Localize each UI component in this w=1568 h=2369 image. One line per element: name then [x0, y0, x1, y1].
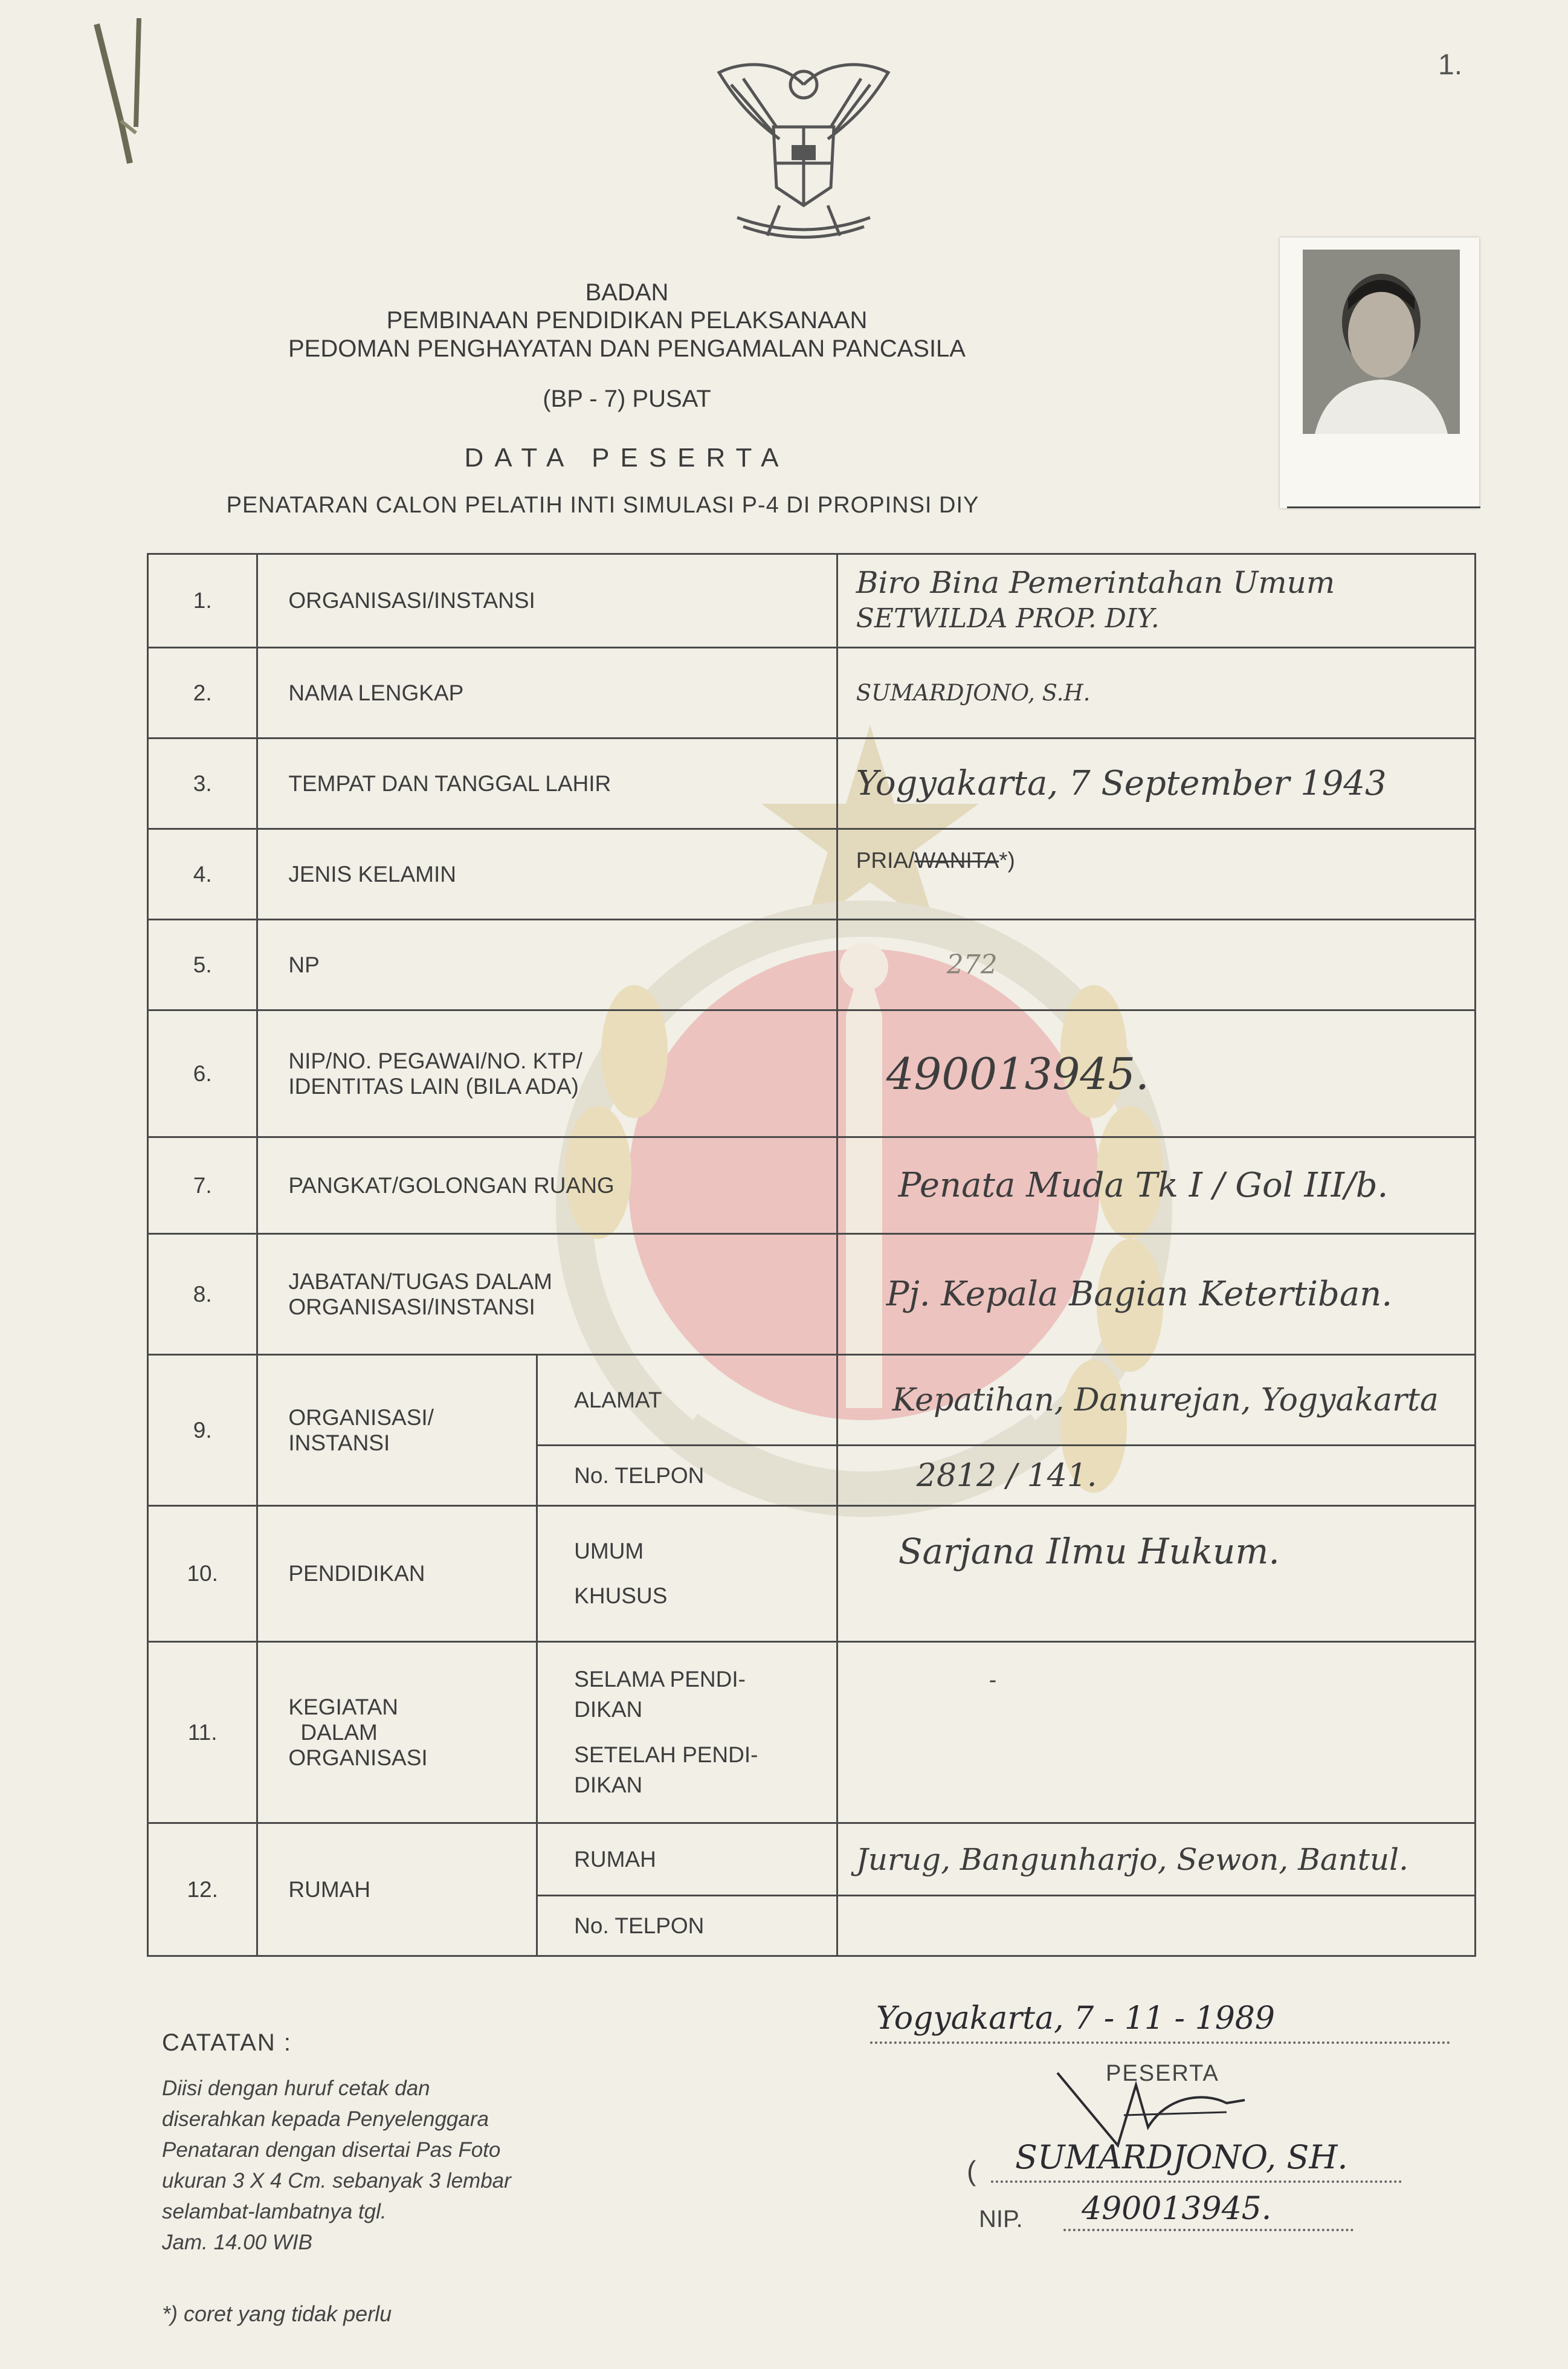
header-line2: PEDOMAN PENGHAYATAN DAN PENGAMALAN PANCASILA	[288, 335, 966, 362]
dotted-line	[991, 2180, 1402, 2183]
header-line3: (BP - 7) PUSAT	[543, 386, 711, 412]
notes-line: Jam. 14.00 WIB	[162, 2231, 312, 2254]
table-row	[148, 1234, 1476, 1355]
table-row	[148, 1010, 1476, 1137]
row-label	[257, 1642, 537, 1823]
nip-value[interactable]: 490013945.	[1082, 2191, 1272, 2227]
table-row	[148, 1506, 1476, 1642]
participant-data-table	[147, 553, 1476, 1957]
row-label: ORGANISASI/INSTANSI	[257, 554, 837, 648]
row-value[interactable]: Pj. Kepala Bagian Ketertiban.	[837, 1234, 1475, 1355]
row-label	[257, 1355, 537, 1506]
sub-label-line: DIKAN	[574, 1773, 643, 1797]
row-label: NP	[257, 920, 837, 1010]
row-number: 7.	[148, 1137, 257, 1234]
sub-label-line: KHUSUS	[574, 1583, 668, 1608]
header-line1: PEMBINAAN PENDIDIKAN PELAKSANAAN	[386, 307, 868, 334]
label-line: NIP/NO. PEGAWAI/NO. KTP/	[288, 1048, 582, 1073]
table-row	[148, 1642, 1476, 1823]
row-value[interactable]: SUMARDJONO, S.H.	[837, 648, 1475, 738]
table-row	[148, 738, 1476, 829]
notes-body	[162, 2073, 706, 2258]
table-row	[148, 554, 1476, 648]
table-row	[148, 829, 1476, 920]
row-label: TEMPAT DAN TANGGAL LAHIR	[257, 738, 837, 829]
row-value[interactable]: Yogyakarta, 7 September 1943	[837, 738, 1475, 829]
option-pria: PRIA/	[856, 848, 915, 873]
sub-label	[537, 1642, 837, 1823]
notes-line: selambat-lambatnya tgl.	[162, 2200, 387, 2223]
row-number: 6.	[148, 1010, 257, 1137]
row-label: RUMAH	[257, 1823, 537, 1956]
staple-icon	[85, 12, 157, 193]
row-value[interactable]	[837, 829, 1475, 920]
form-subtitle: PENATARAN CALON PELATIH INTI SIMULASI P-4 DI PROPINSI DIY	[226, 493, 979, 518]
row-label	[257, 1234, 837, 1355]
label-line: JABATAN/TUGAS DALAM	[288, 1269, 552, 1294]
sub-label: No. TELPON	[537, 1446, 837, 1506]
row-value[interactable]: 272	[837, 920, 1475, 1010]
person-portrait-icon	[1303, 250, 1460, 434]
row-value[interactable]: Sarjana Ilmu Hukum.	[837, 1506, 1475, 1642]
row-value[interactable]: 490013945.	[837, 1010, 1475, 1137]
row-number: 2.	[148, 648, 257, 738]
row-number: 4.	[148, 829, 257, 920]
row-value[interactable]: -	[837, 1642, 1475, 1823]
row-number: 11.	[148, 1642, 257, 1823]
row-label	[257, 1010, 837, 1137]
row-label: JENIS KELAMIN	[257, 829, 837, 920]
table-row	[148, 1355, 1476, 1446]
row-number: 12.	[148, 1823, 257, 1956]
notes-title: CATATAN :	[162, 2029, 292, 2056]
label-line: INSTANSI	[288, 1430, 390, 1455]
sub-label-line: DIKAN	[574, 1697, 643, 1722]
header-badan: BADAN	[585, 279, 669, 306]
name-paren: (	[967, 2155, 976, 2186]
row-label: NAMA LENGKAP	[257, 648, 837, 738]
garuda-emblem-icon	[707, 48, 900, 254]
sub-label: RUMAH	[537, 1823, 837, 1896]
peserta-label: PESERTA	[1106, 2061, 1219, 2086]
row-number: 1.	[148, 554, 257, 648]
notes-line: Diisi dengan huruf cetak dan	[162, 2077, 430, 2100]
notes-line: ukuran 3 X 4 Cm. sebanyak 3 lembar	[162, 2169, 511, 2193]
label-line: DALAM	[300, 1719, 378, 1745]
row-label: PENDIDIKAN	[257, 1506, 537, 1642]
header-underline	[1287, 506, 1480, 508]
notes-line: Penataran dengan disertai Pas Foto	[162, 2138, 501, 2162]
label-line: KEGIATAN	[288, 1694, 398, 1719]
sub-label-line: SETELAH PENDI-	[574, 1742, 758, 1767]
row-label: PANGKAT/GOLONGAN RUANG	[257, 1137, 837, 1234]
option-wanita: WANITA	[914, 848, 999, 873]
table-row	[148, 1137, 1476, 1234]
participant-photo	[1280, 238, 1479, 508]
table-row	[148, 648, 1476, 738]
row-number: 3.	[148, 738, 257, 829]
sub-label: ALAMAT	[537, 1355, 837, 1446]
row-number: 8.	[148, 1234, 257, 1355]
value-line: SETWILDA PROP. DIY.	[856, 603, 1160, 634]
place-date[interactable]: Yogyakarta, 7 - 11 - 1989	[876, 2000, 1275, 2037]
dotted-line	[1063, 2229, 1353, 2231]
row-number: 9.	[148, 1355, 257, 1506]
row-value[interactable]	[837, 1896, 1475, 1956]
label-line: ORGANISASI/INSTANSI	[288, 1294, 535, 1319]
notes-line: diserahkan kepada Penyelenggara	[162, 2107, 489, 2131]
value-line: Biro Bina Pemerintahan Umum	[856, 565, 1335, 600]
label-line: ORGANISASI	[288, 1745, 428, 1770]
table-row	[148, 1823, 1476, 1896]
sub-label	[537, 1506, 837, 1642]
row-number: 10.	[148, 1506, 257, 1642]
row-value[interactable]: Penata Muda Tk I / Gol III/b.	[837, 1137, 1475, 1234]
row-number: 5.	[148, 920, 257, 1010]
signatory-name[interactable]: SUMARDJONO, SH.	[1015, 2138, 1348, 2176]
sub-label-line: SELAMA PENDI-	[574, 1667, 746, 1692]
nip-label: NIP.	[979, 2206, 1023, 2232]
table-row	[148, 920, 1476, 1010]
page-number: 1.	[1438, 49, 1463, 81]
row-value[interactable]: Kepatihan, Danurejan, Yogyakarta	[837, 1355, 1475, 1446]
form-title: DATA PESERTA	[464, 443, 790, 473]
dotted-line	[870, 2041, 1450, 2044]
row-value[interactable]: Jurug, Bangunharjo, Sewon, Bantul.	[837, 1823, 1475, 1896]
row-value[interactable]: 2812 / 141.	[837, 1446, 1475, 1506]
label-line: IDENTITAS LAIN (BILA ADA)	[288, 1073, 579, 1099]
label-line: ORGANISASI/	[288, 1404, 434, 1430]
sub-label-line: UMUM	[574, 1539, 644, 1563]
sub-label: No. TELPON	[537, 1896, 837, 1956]
footnote: *) coret yang tidak perlu	[162, 2301, 392, 2326]
footnote-marker: *)	[999, 848, 1015, 873]
row-value[interactable]	[837, 554, 1475, 648]
